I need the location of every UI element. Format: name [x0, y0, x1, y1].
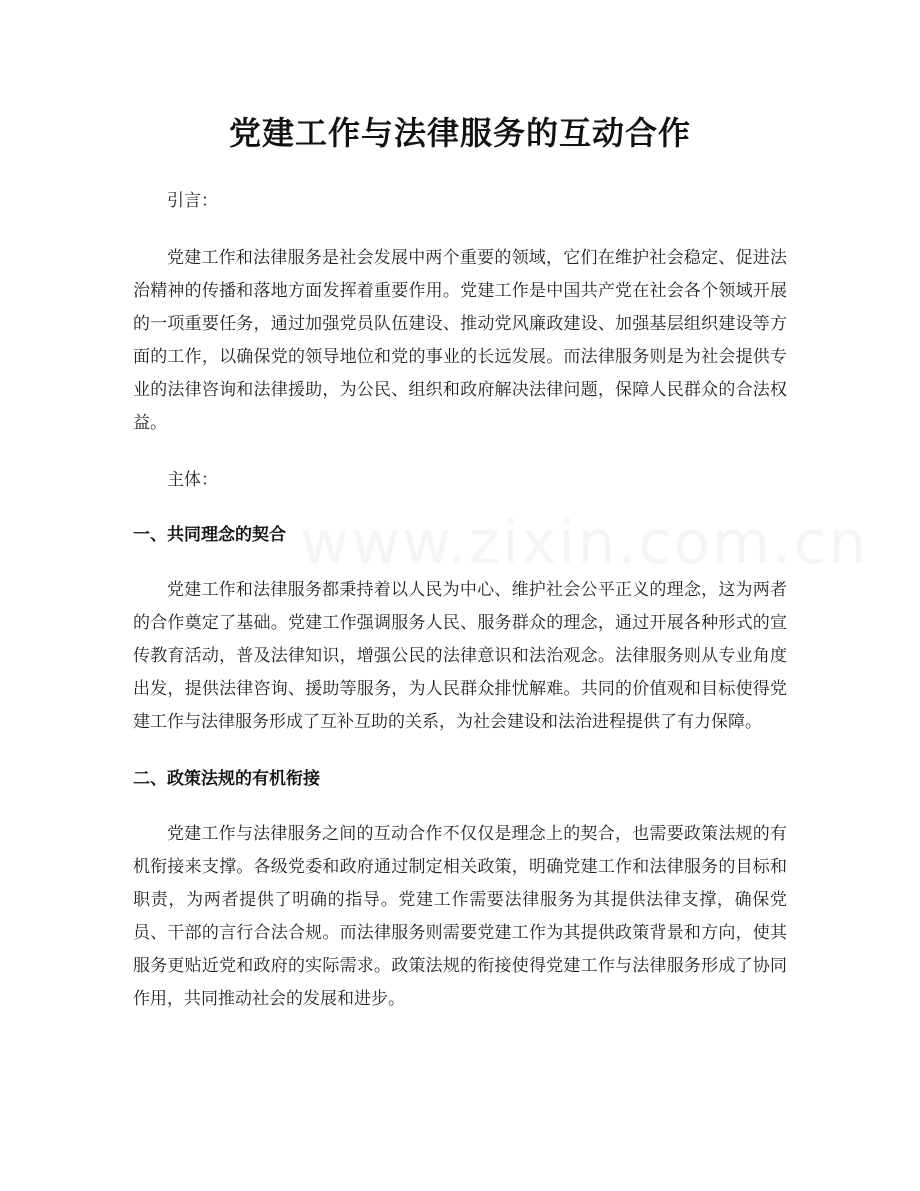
intro-label: 引言：: [167, 191, 218, 211]
section-paragraph-2: 党建工作与法律服务之间的互动合作不仅仅是理念上的契合，也需要政策法规的有机衔接来支撑。各级党委和政府通过制定相关政策，明确党建工作和法律服务的目标和职责，为两者提供了明确的指导。党建工作需要法律服务为其提供法律支撑，确保党员、干部的言行合法合规。而法律服务则需要党建工作为其提供政策背景和方向，使其服务更贴近党和政府的实际需求。政策法规的衔接使得党建工作与法律服务形成了协同作用，共同推动社会的发展和进步。: [133, 824, 787, 1009]
section-heading-1: 一、共同理念的契合: [133, 525, 286, 545]
body-label: 主体：: [167, 470, 218, 490]
section-heading-2: 二、政策法规的有机衔接: [133, 769, 320, 789]
section-paragraph-1: 党建工作和法律服务都秉持着以人民为中心、维护社会公平正义的理念，这为两者的合作奠定了基础。党建工作强调服务人民、服务群众的理念，通过开展各种形式的宣传教育活动，普及法律知识，增强公民的法律意识和法治观念。法律服务则从专业角度出发，提供法律咨询、援助等服务，为人民群众排忧解难。共同的价值观和目标使得党建工作与法律服务形成了互补互助的关系，为社会建设和法治进程提供了有力保障。: [133, 580, 787, 732]
watermark: www.zixin.com.cn: [300, 508, 869, 578]
document-title: 党建工作与法律服务的互动合作: [228, 114, 691, 152]
intro-paragraph: 党建工作和法律服务是社会发展中两个重要的领域，它们在维护社会稳定、促进法治精神的传播和落地方面发挥着重要作用。党建工作是中国共产党在社会各个领域开展的一项重要任务，通过加强党员队伍建设、推动党风廉政建设、加强基层组织建设等方面的工作，以确保党的领导地位和党的事业的长远发展。而法律服务则是为社会提供专业的法律咨询和法律援助，为公民、组织和政府解决法律问题，保障人民群众的合法权益。: [133, 248, 787, 433]
document-body: [133, 185, 787, 1016]
